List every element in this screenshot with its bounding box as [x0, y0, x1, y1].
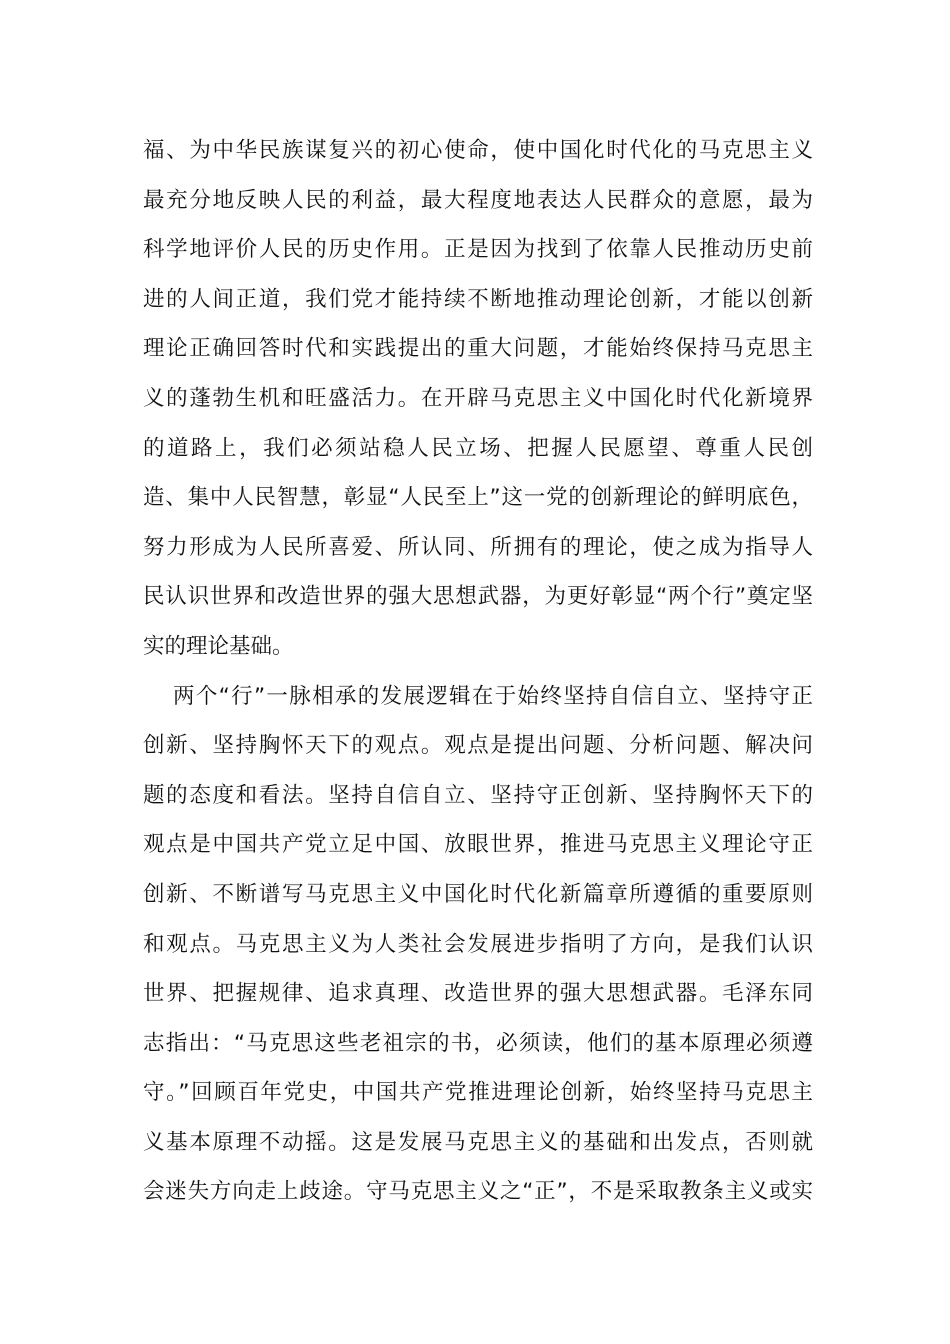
text-line: 会迷失方向走上歧途。守马克思主义之“正”，不是采取教条主义或实	[143, 1179, 813, 1205]
text-line: 实的理论基础。	[143, 633, 294, 659]
text-line: 两个“行”一脉相承的发展逻辑在于始终坚持自信自立、坚持守正	[173, 683, 813, 709]
text-line: 观点是中国共产党立足中国、放眼世界，推进马克思主义理论守正	[143, 832, 813, 858]
text-line: 福、为中华民族谋复兴的初心使命，使中国化时代化的马克思主义	[143, 138, 813, 163]
text-line: 志指出：“马克思这些老祖宗的书，必须读，他们的基本原理必须遵	[143, 1030, 813, 1056]
text-line: 守。”回顾百年党史，中国共产党推进理论创新，始终坚持马克思主	[143, 1080, 813, 1106]
text-line: 的道路上，我们必须站稳人民立场、把握人民愿望、尊重人民创	[143, 435, 813, 461]
text-line: 义基本原理不动摇。这是发展马克思主义的基础和出发点，否则就	[143, 1129, 813, 1155]
text-line: 创新、不断谱写马克思主义中国化时代化新篇章所遵循的重要原则	[143, 881, 813, 907]
text-line: 进的人间正道，我们党才能持续不断地推动理论创新，才能以创新	[143, 286, 813, 312]
text-line: 造、集中人民智慧，彰显“人民至上”这一党的创新理论的鲜明底色，	[143, 485, 813, 511]
text-line: 民认识世界和改造世界的强大思想武器，为更好彰显“两个行”奠定坚	[143, 584, 813, 610]
text-line: 世界、把握规律、追求真理、改造世界的强大思想武器。毛泽东同	[143, 981, 813, 1007]
paragraph-2	[143, 672, 813, 1218]
text-line: 创新、坚持胸怀天下的观点。观点是提出问题、分析问题、解决问	[143, 733, 813, 759]
text-line: 理论正确回答时代和实践提出的重大问题，才能始终保持马克思主	[143, 336, 813, 362]
text-line: 努力形成为人民所喜爱、所认同、所拥有的理论，使之成为指导人	[143, 534, 813, 560]
text-line: 义的蓬勃生机和旺盛活力。在开辟马克思主义中国化时代化新境界	[143, 385, 813, 411]
text-line: 和观点。马克思主义为人类社会发展进步指明了方向，是我们认识	[143, 931, 813, 957]
body-text	[143, 126, 813, 1217]
text-line: 最充分地反映人民的利益，最大程度地表达人民群众的意愿，最为	[143, 187, 813, 213]
text-line: 题的态度和看法。坚持自信自立、坚持守正创新、坚持胸怀天下的	[143, 782, 813, 808]
paragraph-1	[143, 126, 813, 672]
text-line: 科学地评价人民的历史作用。正是因为找到了依靠人民推动历史前	[143, 237, 813, 263]
